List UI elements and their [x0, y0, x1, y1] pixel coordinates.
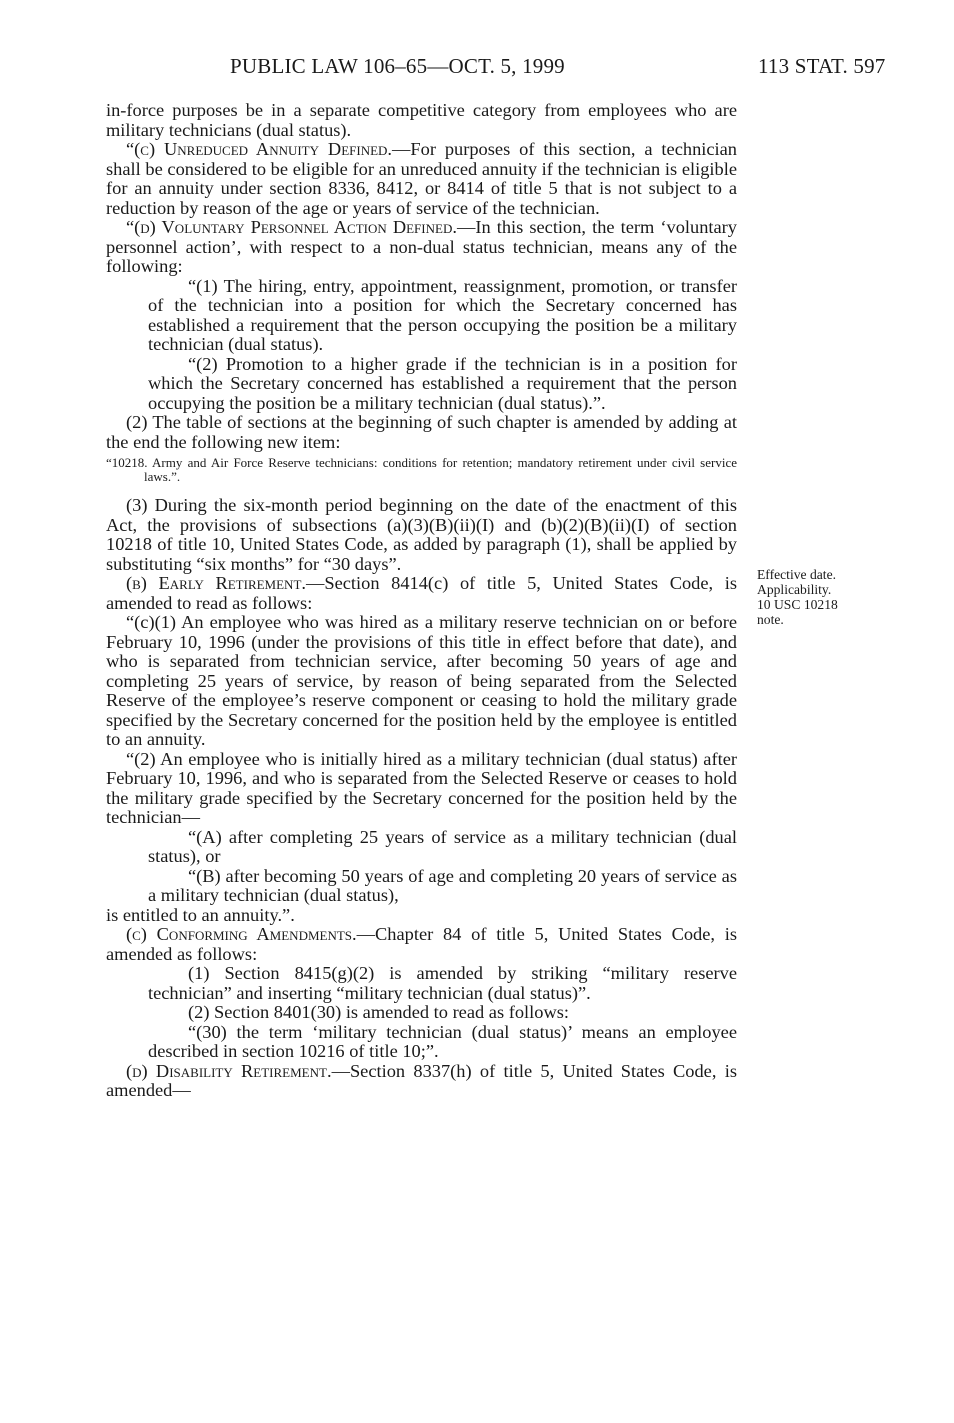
- text-conforming-amendments: —Chapter 84 of title 5, United States Code, is amended as follows:: [106, 924, 737, 964]
- body-text: [106, 101, 737, 1101]
- paragraph-amendment-1: (1) Section 8415(g)(2) is amended by striking “military reserve technician” and inserting “military technician (dual status)”.: [148, 963, 737, 1003]
- margin-note-line: Applicability.: [757, 582, 832, 597]
- paragraph-early-retirement: [106, 574, 737, 613]
- paragraph-amendment-2: (2) Section 8401(30) is amended to read as follows:: [188, 1002, 570, 1022]
- heading-disability-retirement: (d) Disability Retirement.: [126, 1060, 332, 1081]
- margin-note-line: 10 USC 10218: [757, 597, 838, 612]
- toc-section-title: Army and Air Force Reserve technicians: conditions for retention; mandatory retirement under civil service laws.”.: [144, 455, 737, 484]
- margin-note-line: note.: [757, 612, 784, 627]
- header-stat-citation: 113 STAT. 597: [758, 54, 886, 78]
- paragraph-continuation: in-force purposes be in a separate competitive category from employees who are military technicians (dual status).: [106, 100, 737, 140]
- text-disability-retirement: —Section 8337(h) of title 5, United States Code, is amended—: [106, 1060, 737, 1100]
- paragraph-c1: “(c)(1) An employee who was hired as a military reserve technician on or before February 10, 1996 (under the provisions of this title in effect before that date), and who is separated from technician service, after becoming 50 years of age and completing 25 years of service, by reason of being separated from the Selected Reserve of the employee’s reserve component or ceasing to hold the military grade specified by the Secretary concerned for the position held by the employee is entitled to an annuity.: [106, 612, 737, 749]
- margin-note: [757, 567, 867, 627]
- paragraph-entitled-annuity: is entitled to an annuity.”.: [106, 904, 295, 925]
- text-voluntary-personnel-action: —In this section, the term ‘voluntary personnel action’, with respect to a non-dual status technician, means any of the following:: [106, 217, 737, 276]
- heading-conforming-amendments: (c) Conforming Amendments.: [126, 924, 357, 944]
- paragraph-voluntary-personnel-action: [106, 218, 737, 277]
- heading-early-retirement: (b) Early Retirement.: [126, 573, 306, 593]
- text-unreduced-annuity: —For purposes of this section, a technician shall be considered to be eligible for an unreduced annuity if the technician is eligible for an annuity under section 8336, 8412, or 8414 of title 5 that is not subject to a reduction by reason of the age or years of service of the technician.: [106, 139, 738, 218]
- text-early-retirement: —Section 8414(c) of title 5, United States Code, is amended to read as follows:: [106, 573, 737, 613]
- paragraph-six-month-period: (3) During the six-month period beginning on the date of the enactment of this Act, the provisions of subsections (a)(3)(B)(ii)(I) and (b)(2)(B)(ii)(I) of section 10218 of title 10, United States Code, as added by paragraph (1), shall be applied by substituting “six months” for “30 days”.: [106, 495, 737, 574]
- paragraph-unreduced-annuity: [106, 140, 737, 218]
- running-header: [0, 54, 954, 84]
- paragraph-table-amendment: (2) The table of sections at the beginning of such chapter is amended by adding at the end the following new item:: [106, 412, 737, 452]
- table-of-sections-item: [106, 456, 737, 484]
- margin-note-line: Effective date.: [757, 567, 837, 582]
- header-title: PUBLIC LAW 106–65—OCT. 5, 1999: [230, 54, 565, 78]
- heading-unreduced-annuity: “(c) Unreduced Annuity Defined.: [126, 139, 393, 159]
- paragraph-c2-A: “(A) after completing 25 years of service as a military technician (dual status), or: [148, 826, 737, 866]
- paragraph-c2: “(2) An employee who is initially hired as a military technician (dual status) after February 10, 1996, and who is separated from the Selected Reserve or ceases to hold the military grade specified by the Secretary concerned for the position held by the technician—: [106, 748, 737, 827]
- paragraph-conforming-amendments: [106, 925, 737, 964]
- paragraph-disability-retirement: [106, 1062, 737, 1101]
- paragraph-item-2: “(2) Promotion to a higher grade if the technician is in a position for which the Secretary concerned has established a requirement that the person occupying the position be a military technician (dual status).”.: [148, 353, 737, 413]
- paragraph-c2-B: “(B) after becoming 50 years of age and completing 20 years of service as a military technician (dual status),: [148, 865, 737, 905]
- paragraph-item-1: “(1) The hiring, entry, appointment, reassignment, promotion, or transfer of the technician into a position for which the Secretary concerned has established a requirement that the person occupying the position be a military technician (dual status).: [148, 275, 737, 354]
- paragraph-definition-30: “(30) the term ‘military technician (dual status)’ means an employee described in section 10216 of title 10;”.: [148, 1021, 737, 1061]
- heading-voluntary-personnel-action: “(d) Voluntary Personnel Action Defined.: [126, 217, 457, 237]
- toc-section-number: “10218.: [106, 455, 148, 470]
